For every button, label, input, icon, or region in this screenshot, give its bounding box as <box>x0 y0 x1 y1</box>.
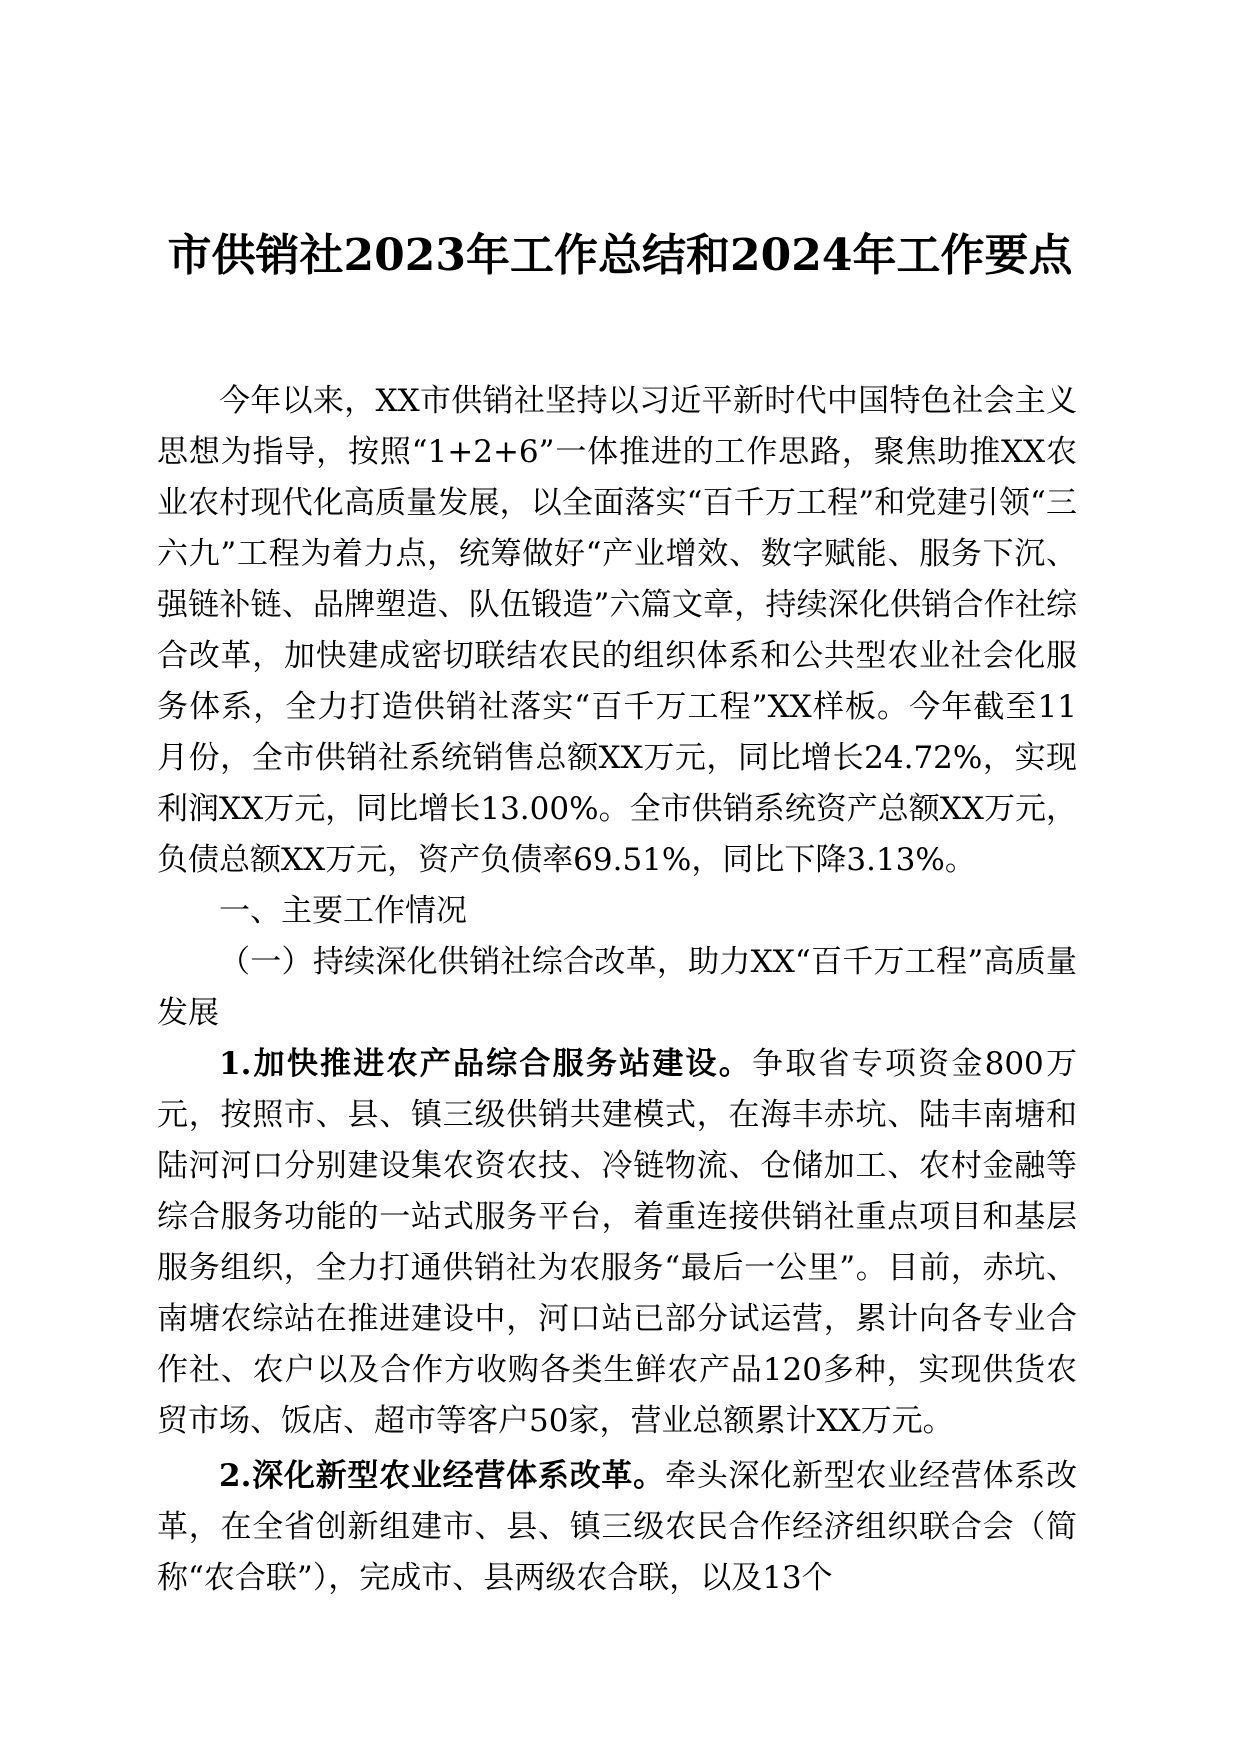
item-paragraph-service-station <box>157 1039 1077 1447</box>
subsection-heading-reform: （一）持续深化供销社综合改革，助力XX“百千万工程”高质量发展 <box>157 944 1077 1031</box>
item-lead-service-station: 1.加快推进农产品综合服务站建设。 <box>219 1046 752 1082</box>
item-paragraph-operation-reform <box>157 1451 1077 1604</box>
section-heading-main-work: 一、主要工作情况 <box>219 893 467 929</box>
document-title: 市供销社2023年工作总结和2024年工作要点 <box>167 230 1073 281</box>
item-text-operation-reform: 牵头深化新型农业经营体系改革，在全省创新组建市、县、镇三级农民合作经济组织联合会（简称“农合联”），完成市、县两级农合联，以及13个 <box>157 1458 1077 1596</box>
document-body <box>157 376 1077 1604</box>
intro-paragraph: 今年以来，XX市供销社坚持以习近平新时代中国特色社会主义思想为指导，按照“1+2+6”一体推进的工作思路，聚焦助推XX农业农村现代化高质量发展，以全面落实“百千万工程”和党建引领“三六九”工程为着力点，统筹做好“产业增效、数字赋能、服务下沉、强链补链、品牌塑造、队伍锻造”六篇文章，持续深化供销合作社综合改革，加快建成密切联结农民的组织体系和公共型农业社会化服务体系，全力打造供销社落实“百千万工程”XX样板。今年截至11月份，全市供销社系统销售总额XX万元，同比增长24.72%，实现利润XX万元，同比增长13.00%。全市供销系统资产总额XX万元，负债总额XX万元，资产负债率69.51%，同比下降3.13%。 <box>157 383 1077 878</box>
item-lead-operation-reform: 2.深化新型农业经营体系改革。 <box>219 1458 665 1494</box>
item-text-service-station: 争取省专项资金800万元，按照市、县、镇三级供销共建模式，在海丰赤坑、陆丰南塘和陆河河口分别建设集农资农技、冷链物流、仓储加工、农村金融等综合服务功能的一站式服务平台，着重连接供销社重点项目和基层服务组织，全力打通供销社为农服务“最后一公里”。目前，赤坑、南塘农综站在推进建设中，河口站已部分试运营，累计向各专业合作社、农户以及合作方收购各类生鲜农产品120多种，实现供货农贸市场、饭店、超市等客户50家，营业总额累计XX万元。 <box>157 1046 1077 1439</box>
